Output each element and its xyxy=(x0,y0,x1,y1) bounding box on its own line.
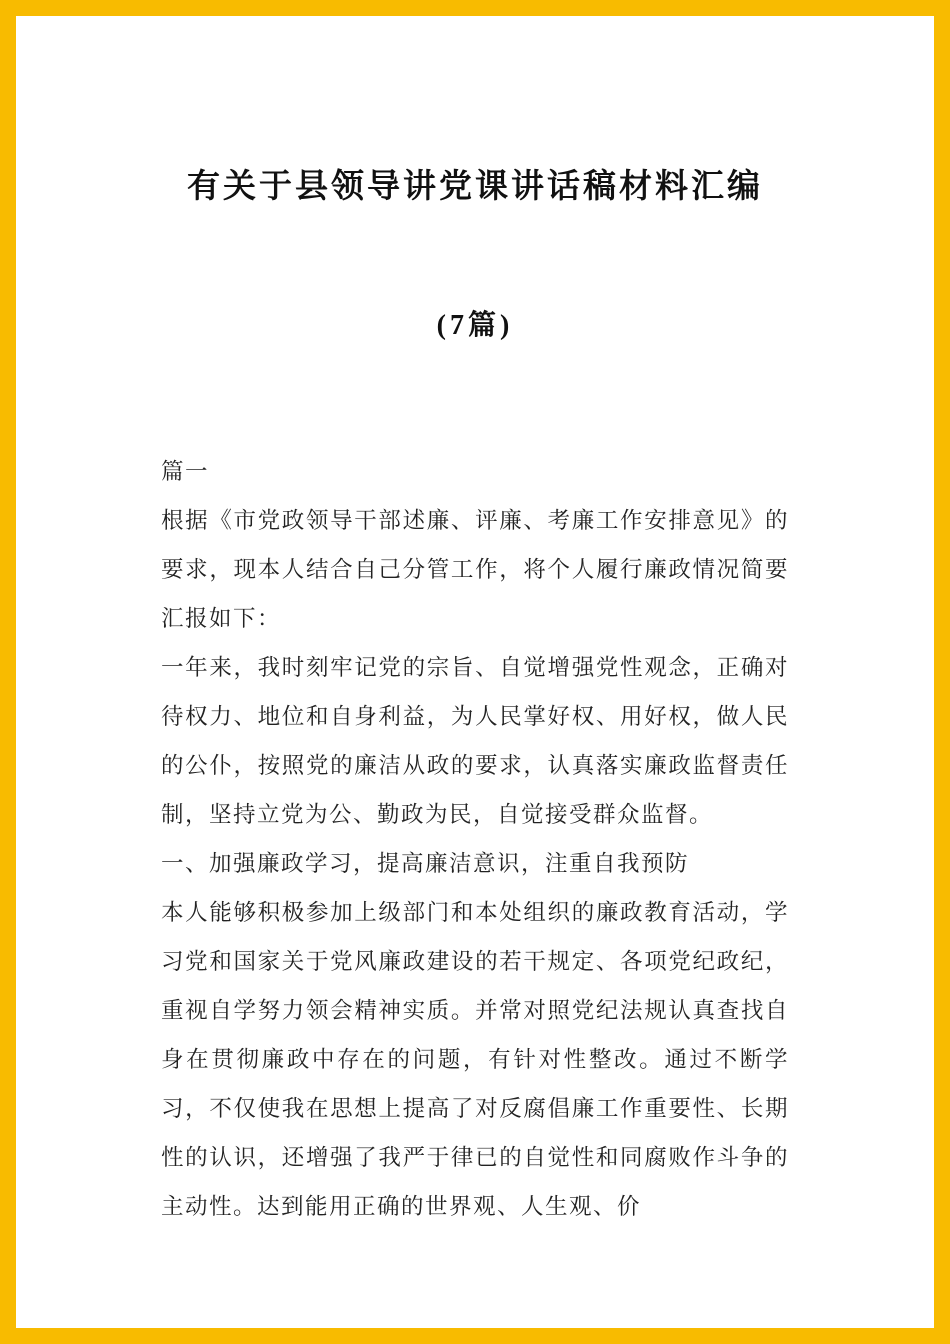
document-page xyxy=(16,16,934,1328)
section-label: 篇一 xyxy=(161,459,210,485)
document-body xyxy=(161,447,789,1231)
document-subtitle: (7篇) xyxy=(436,309,514,341)
paragraph: 一年来，我时刻牢记党的宗旨、自觉增强党性观念，正确对待权力、地位和自身利益，为人民掌好权、用好权，做人民的公仆，按照党的廉洁从政的要求，认真落实廉政监督责任制，坚持立党为公、勤政为民，自觉接受群众监督。 xyxy=(161,655,789,828)
paragraph: 本人能够积极参加上级部门和本处组织的廉政教育活动，学习党和国家关于党风廉政建设的若干规定、各项党纪政纪，重视自学努力领会精神实质。并常对照党纪法规认真查找自身在贯彻廉政中存在的问题，有针对性整改。通过不断学习，不仅使我在思想上提高了对反腐倡廉工作重要性、长期性的认识，还增强了我严于律已的自觉性和同腐败作斗争的主动性。达到能用正确的世界观、人生观、价 xyxy=(161,900,789,1220)
document-title: 有关于县领导讲党课讲话稿材料汇编 xyxy=(187,169,763,205)
paragraph: 一、加强廉政学习，提高廉洁意识，注重自我预防 xyxy=(161,851,690,877)
paragraph: 根据《市党政领导干部述廉、评廉、考廉工作安排意见》的要求，现本人结合自己分管工作，将个人履行廉政情况简要汇报如下： xyxy=(161,508,789,632)
